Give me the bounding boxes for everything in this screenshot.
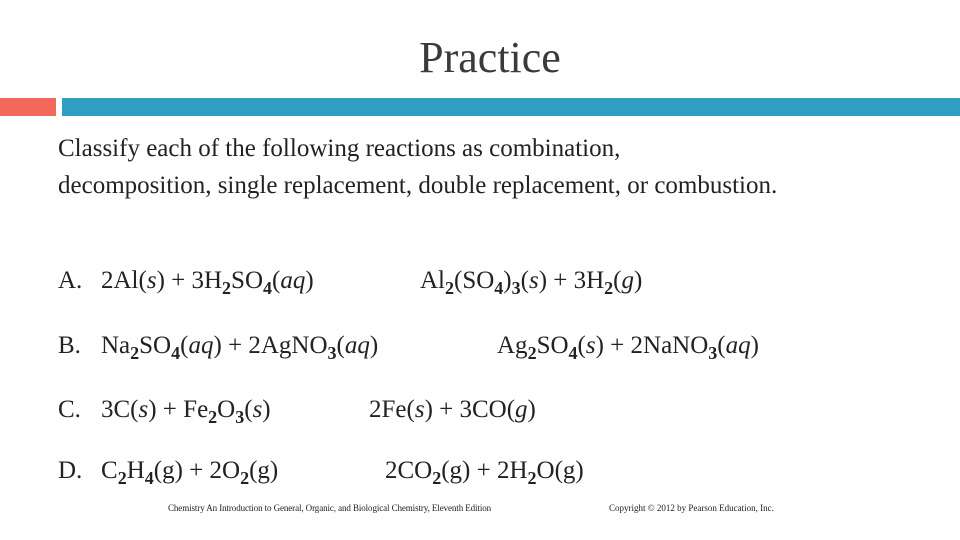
footer-book-title: Chemistry An Introduction to General, Organic, and Biological Chemistry, Eleventh Edition	[168, 503, 492, 513]
reaction-a	[58, 267, 643, 298]
reaction-reactants: $3C(s) + Fe_2O_3(s)$	[101, 396, 271, 427]
accent-bar-left	[0, 98, 56, 116]
slide-title: Practice	[419, 33, 561, 82]
reaction-letter: A.	[58, 267, 83, 294]
reaction-letter: B.	[58, 332, 81, 359]
reaction-reactants: $C_2H_4(g) + 2O_2(g)$	[101, 457, 279, 488]
reaction-b	[58, 332, 759, 363]
reaction-d	[58, 457, 584, 488]
reaction-reactants: $2Al(s) + 3H_2SO_4(aq)$	[101, 267, 314, 298]
reaction-letter: C.	[58, 396, 81, 423]
reaction-letter: D.	[58, 457, 83, 484]
reaction-reactants: $Na_2SO_4(aq)$ + 2AgNO$_3$(aq)	[101, 332, 379, 363]
reaction-c	[58, 396, 536, 427]
reaction-products: $2CO_2(g) + 2H_2O(g)$	[385, 457, 584, 488]
footer-copyright: Copyright © 2012 by Pearson Education, Inc.	[609, 503, 774, 513]
reaction-products: 2Fe(s) + 3CO(g)	[369, 396, 536, 423]
reaction-products: $Ag_2SO_4(s)$ + 2NaNO$_3$(aq)	[497, 332, 759, 363]
instructions-text: Classify each of the following reactions as combination, decomposition, single replacement, double replacement, or combustion.	[58, 135, 778, 199]
accent-bar-right	[62, 98, 960, 116]
reaction-products: $Al_2(SO_4)_3(s) + 3H_2(g)$	[420, 267, 643, 298]
